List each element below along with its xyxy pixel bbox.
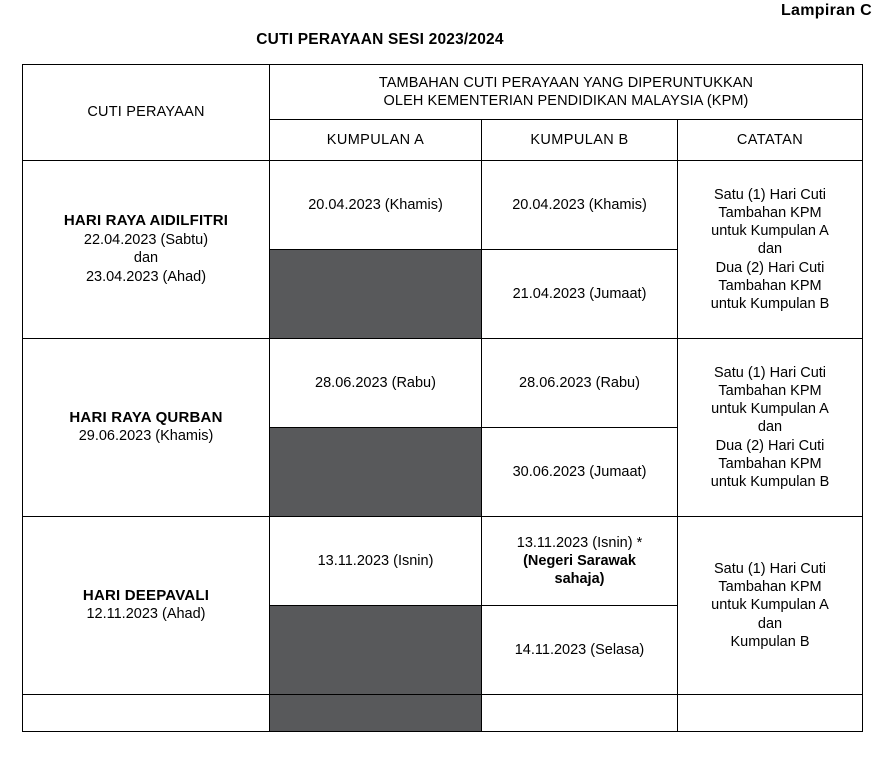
kumpulan-b-date: 21.04.2023 (Jumaat) [482,250,678,339]
kumpulan-a-blank [270,428,482,517]
kumpulan-b-date-sarawak [482,517,678,606]
header-tambahan-line1: TAMBAHAN CUTI PERAYAAN YANG DIPERUNTUKKAN [378,74,754,91]
kumpulan-b-date: 13.11.2023 (Isnin) * [516,534,643,551]
header-cuti-perayaan: CUTI PERAYAAN [23,65,270,161]
kumpulan-b-date: 28.06.2023 (Rabu) [482,339,678,428]
catatan-cell: Satu (1) Hari Cuti Tambahan KPM untuk Kumpulan A dan Kumpulan B [678,517,863,695]
header-kumpulan-a: KUMPULAN A [270,120,482,161]
event-cell-deepavali [23,517,270,695]
table-row-partial [23,695,863,732]
kumpulan-b-date: 20.04.2023 (Khamis) [482,161,678,250]
event-name: HARI DEEPAVALI [82,586,210,604]
table-row [23,339,863,428]
event-cell-aidilfitri [23,161,270,339]
page-title: CUTI PERAYAAN SESI 2023/2024 [256,31,504,48]
header-kumpulan-b: KUMPULAN B [482,120,678,161]
event-cell-partial [23,695,270,732]
kumpulan-a-date: 13.11.2023 (Isnin) [270,517,482,606]
event-name: HARI RAYA QURBAN [69,408,223,426]
kumpulan-b-partial [482,695,678,732]
catatan-cell: Satu (1) Hari Cuti Tambahan KPM untuk Kumpulan A dan Dua (2) Hari Cuti Tambahan KPM untuk Kumpulan B [678,339,863,517]
event-dates: 12.11.2023 (Ahad) [86,606,206,623]
kumpulan-b-date: 30.06.2023 (Jumaat) [482,428,678,517]
header-tambahan-line2: OLEH KEMENTERIAN PENDIDIKAN MALAYSIA (KPM) [383,93,749,109]
cuti-perayaan-table [22,64,863,732]
kumpulan-a-date: 20.04.2023 (Khamis) [270,161,482,250]
kumpulan-a-date: 28.06.2023 (Rabu) [270,339,482,428]
event-cell-qurban [23,339,270,517]
table-row [23,161,863,250]
kumpulan-a-blank-partial [270,695,482,732]
event-dates: 22.04.2023 (Sabtu) dan 23.04.2023 (Ahad) [83,231,209,286]
kumpulan-a-blank [270,250,482,339]
header-tambahan-kpm [270,65,863,120]
header-catatan: CATATAN [678,120,863,161]
catatan-cell: Satu (1) Hari Cuti Tambahan KPM untuk Kumpulan A dan Dua (2) Hari Cuti Tambahan KPM untuk Kumpulan B [678,161,863,339]
sarawak-note: (Negeri Sarawak sahaja) [523,552,636,588]
catatan-partial [678,695,863,732]
event-dates: 29.06.2023 (Khamis) [78,428,214,445]
event-name: HARI RAYA AIDILFITRI [63,211,229,229]
kumpulan-b-date: 14.11.2023 (Selasa) [482,606,678,695]
table-header-row-1 [23,65,863,120]
kumpulan-a-blank [270,606,482,695]
table-row [23,517,863,606]
lampiran-label: Lampiran C [780,2,872,19]
